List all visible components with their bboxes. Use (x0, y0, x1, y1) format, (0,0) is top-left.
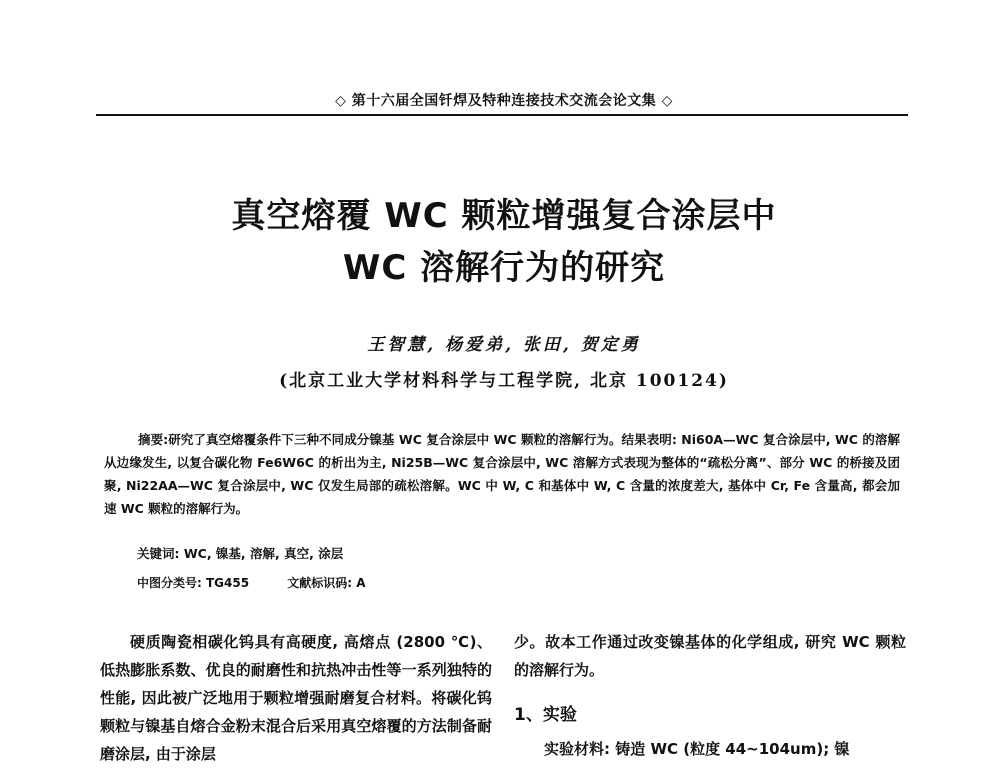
paper-title-line-1: 真空熔覆 WC 颗粒增强复合涂层中 (231, 196, 777, 236)
document-code: 文献标识码: A (287, 576, 366, 590)
classification-line (137, 574, 400, 591)
body-right-column (514, 628, 906, 684)
intro-paragraph: 硬质陶瓷相碳化钨具有高硬度, 高熔点 (2800 ℃)、低热膨胀系数、优良的耐磨性和抗热冲击性等一系列独特的性能, 因此被广泛地用于颗粒增强耐磨复合材料。将碳化钨颗粒与镍基自熔合金粉末混合后采用真空熔覆的方法制备耐磨涂层, 由于涂层 (100, 633, 492, 763)
keywords-label: 关键词: (137, 546, 180, 561)
intro-paragraph-continued: 少。故本工作通过改变镍基体的化学组成, 研究 WC 颗粒的溶解行为。 (514, 633, 906, 679)
paper-title-line-2: WC 溶解行为的研究 (342, 248, 666, 288)
experiment-paragraph: 实验材料: 铸造 WC (粒度 44~104um); 镍 (544, 740, 850, 758)
body-left-column (100, 628, 492, 768)
clc-number: 中图分类号: TG455 (137, 576, 250, 590)
author-list: 王智慧, 杨爱弟, 张田, 贺定勇 (367, 335, 641, 355)
header-rule (96, 114, 908, 116)
section-heading-experiment: 1、实验 (514, 705, 577, 725)
affiliation: (北京工业大学材料科学与工程学院, 北京 100124) (279, 371, 729, 391)
abstract (104, 428, 900, 520)
keywords-text: WC, 镍基, 溶解, 真空, 涂层 (183, 546, 344, 561)
running-header: ◇ 第十六届全国钎焊及特种连接技术交流会论文集 ◇ (335, 93, 673, 109)
keywords (137, 544, 343, 562)
abstract-text: 研究了真空熔覆条件下三种不同成分镍基 WC 复合涂层中 WC 颗粒的溶解行为。结果表明: Ni60A—WC 复合涂层中, WC 的溶解从边缘发生, 以复合碳化物 Fe6W6C 的析出为主, Ni25B—WC 复合涂层中, WC 溶解方式表现为整体的“疏松分离”、部分 WC 的桥接及团聚, Ni22AA—WC 复合涂层中, WC 仅发生局部的疏松溶解。WC 中 W, C 和基体中 W, C 含量的浓度差大, 基体中 Cr, Fe 含量高, 都会加速 WC 颗粒的溶解行为。 (104, 432, 901, 516)
abstract-label: 摘要: (138, 432, 169, 447)
